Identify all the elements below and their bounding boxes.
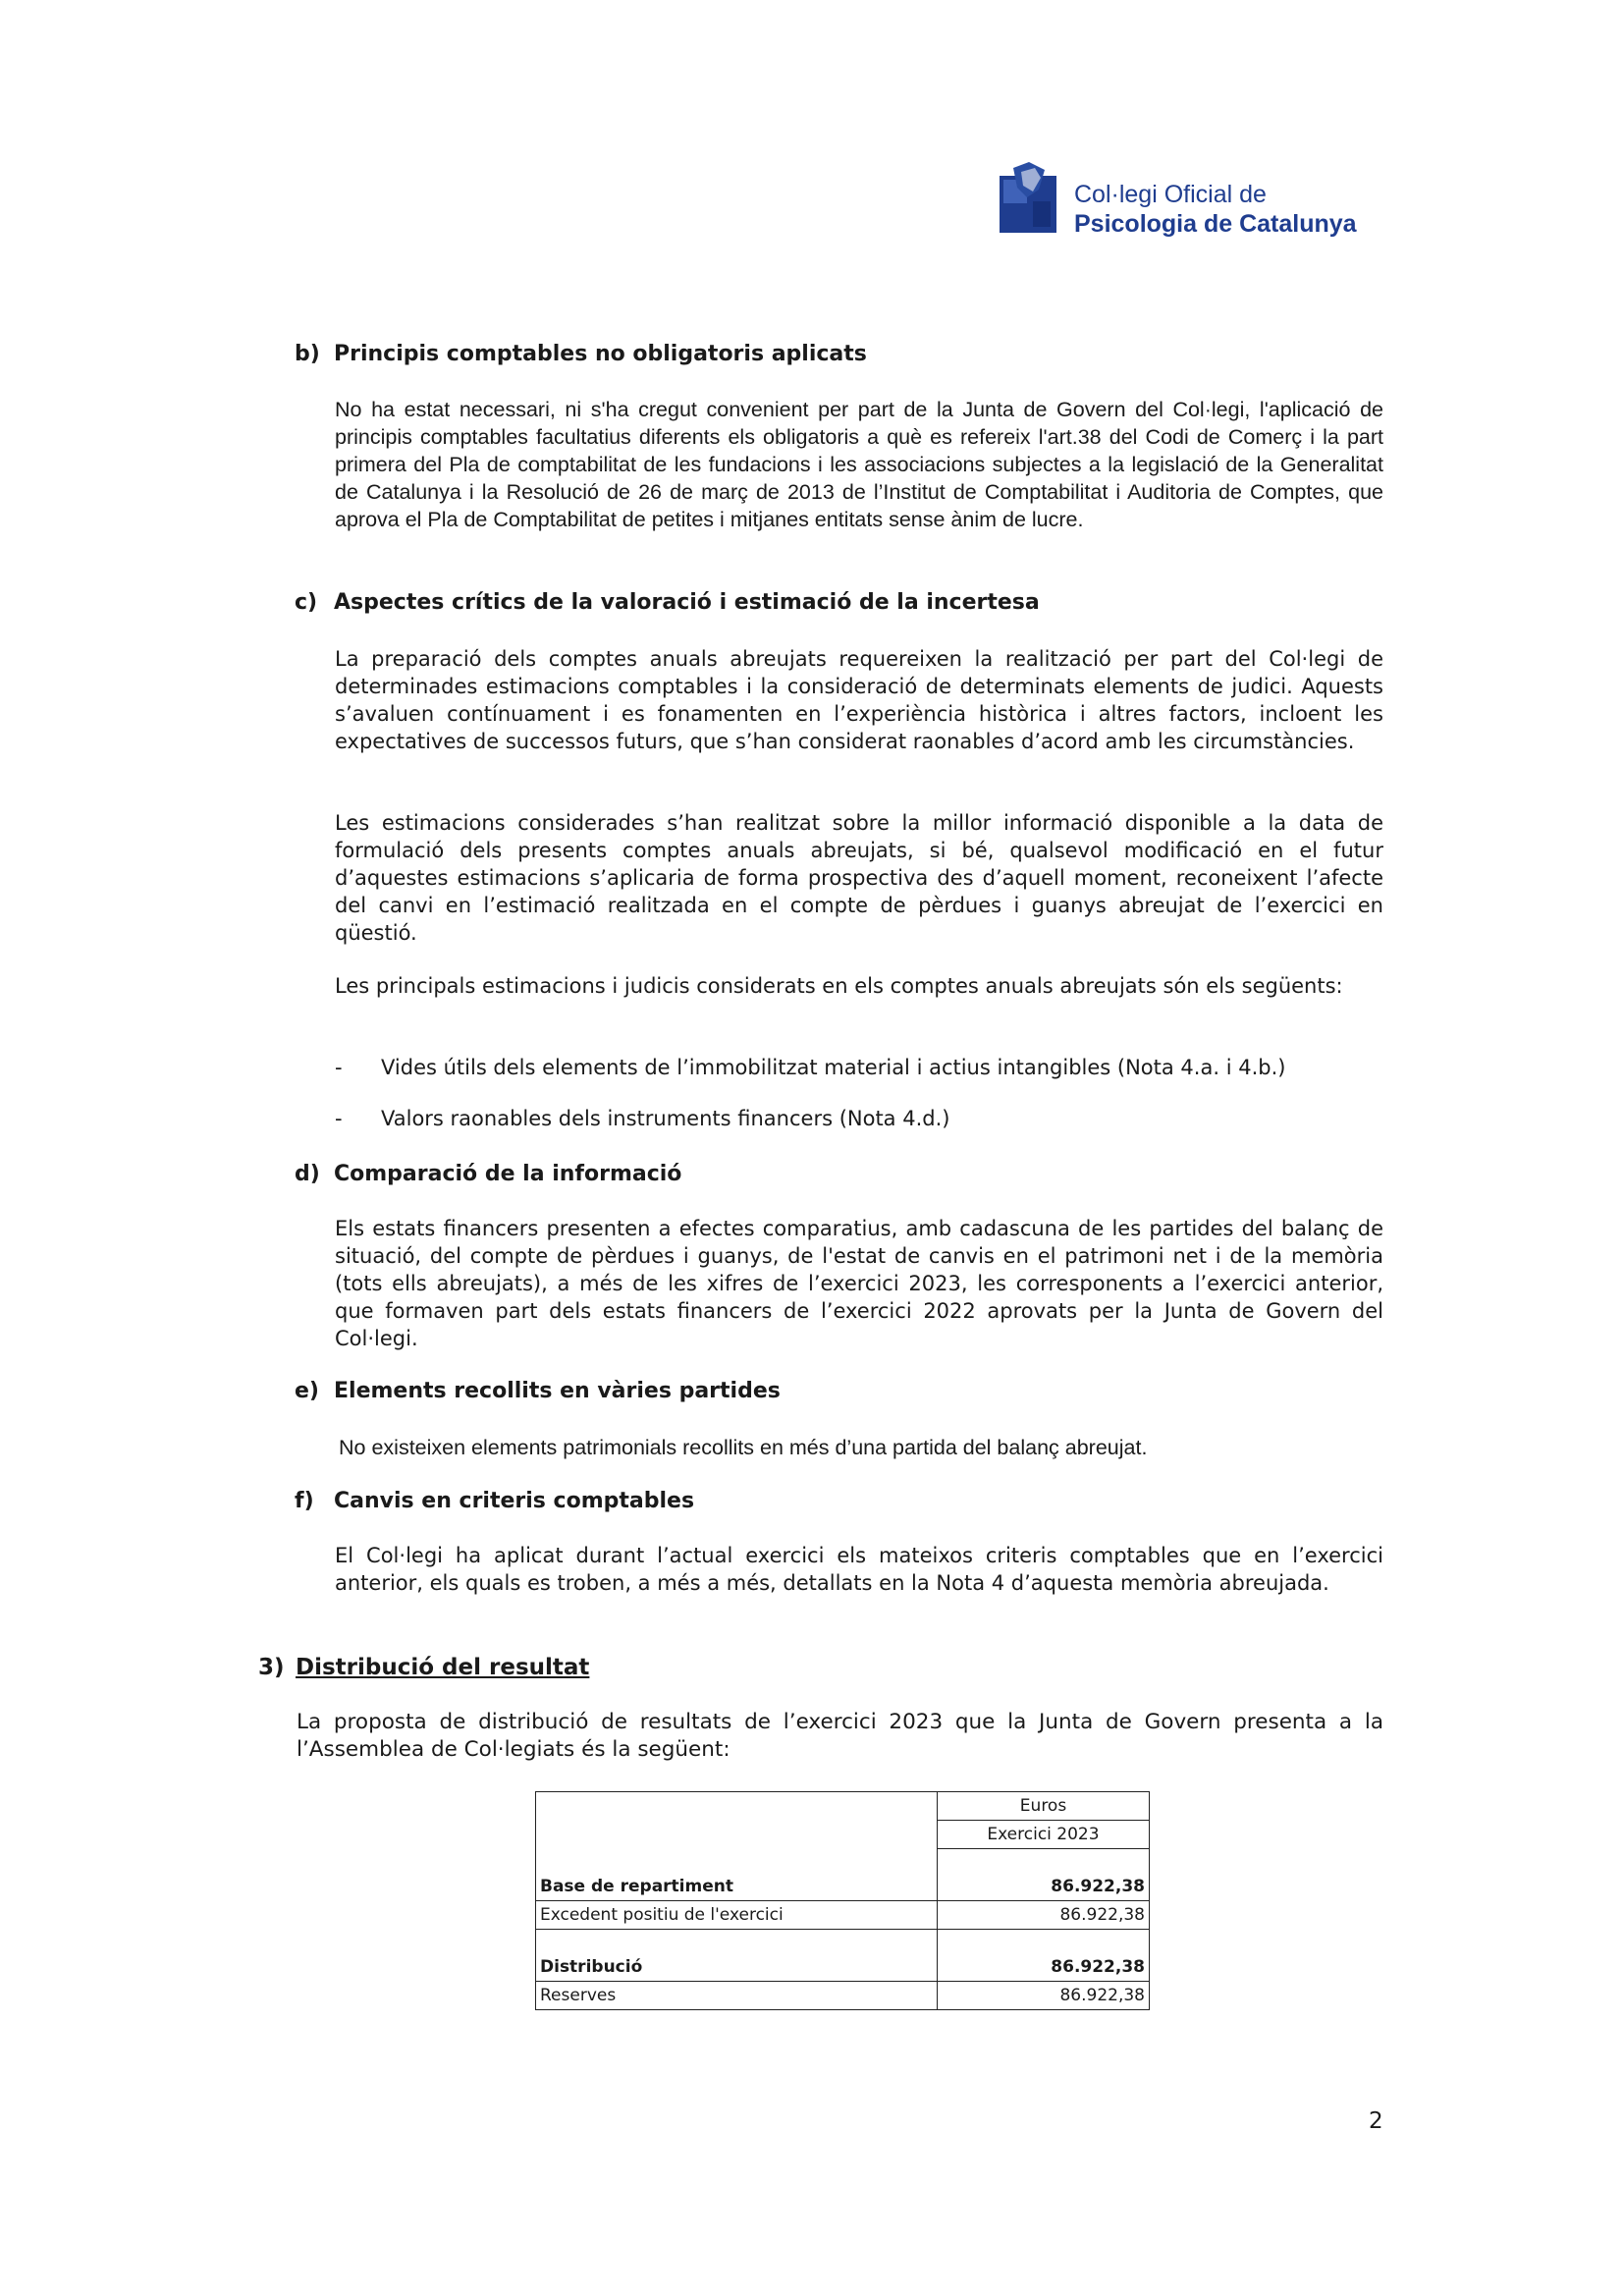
section-3-title: Distribució del resultat: [296, 1655, 590, 1680]
section-d-letter: d): [295, 1162, 320, 1186]
table-spacer-row: [536, 1849, 1150, 1874]
section-e-title: Elements recollits en vàries partides: [334, 1379, 781, 1403]
distribution-table: [535, 1791, 1150, 2010]
section-f-title: Canvis en criteris comptables: [334, 1489, 695, 1513]
table-cell-value: 86.922,38: [938, 1901, 1150, 1930]
table-cell-label: Excedent positiu de l'exercici: [536, 1901, 938, 1930]
bullet-dash: -: [335, 1056, 343, 1079]
table-header-row: [536, 1792, 1150, 1821]
section-e-letter: e): [295, 1379, 319, 1403]
section-c-title: Aspectes crítics de la valoració i estimació de la incertesa: [334, 590, 1040, 615]
bullet-item: [335, 1105, 949, 1132]
table-row: [536, 1901, 1150, 1930]
logo-text: [1074, 180, 1357, 239]
table-header-currency: Euros: [938, 1792, 1150, 1821]
section-c-paragraph-2: Les estimacions considerades s’han realitzat sobre la millor informació disponible a la data de formulació dels presents comptes anuals abreujats, si bé, qualsevol modificació en el futur d’aquestes estimacions s’aplicaria de forma prospectiva des d’aquell moment, reconeixent l’afecte del canvi en l’estimació realitzada en el compte de pèrdues i guanys abreujat de l’exercici en qüestió.: [335, 811, 1383, 945]
section-c-heading: [295, 590, 1040, 615]
page-number: 2: [1369, 2108, 1383, 2134]
table-row: [536, 1873, 1150, 1901]
section-c-paragraph-3: Les principals estimacions i judicis considerats en els comptes anuals abreujats són els següents:: [335, 974, 1343, 998]
table-cell-value: 86.922,38: [938, 1873, 1150, 1901]
table-header-year: Exercici 2023: [938, 1821, 1150, 1849]
section-d-title: Comparació de la informació: [334, 1162, 682, 1186]
table-row: [536, 1982, 1150, 2010]
bullet-text: Valors raonables dels instruments financers (Nota 4.d.): [381, 1107, 950, 1130]
section-c-paragraph-1: La preparació dels comptes anuals abreujats requereixen la realització per part del Col·legi de determinades estimacions comptables i la consideració de determinats elements de judici. Aquests s’avaluen contínuament i es fonamenten en l’experiència històrica i altres factors, incloent les expectatives de successos futurs, que s’han considerat raonables d’acord amb les circumstàncies.: [335, 647, 1383, 753]
table-cell-label: Reserves: [536, 1982, 938, 2010]
section-b-title: Principis comptables no obligatoris aplicats: [334, 342, 867, 366]
table-cell-value: 86.922,38: [938, 1953, 1150, 1982]
table-row: [536, 1953, 1150, 1982]
table-cell-label: Base de repartiment: [536, 1873, 938, 1901]
section-d-text: Els estats financers presenten a efectes comparatius, amb cadascuna de les partides del balanç de situació, del compte de pèrdues i guanys, de l'estat de canvis en el patrimoni net i de la memòria (tots ells abreujats), a més de les xifres de l’exercici 2023, les corresponents a l’exercici anterior, que formaven part dels estats financers de l’exercici 2022 aprovats per la Junta de Govern del Col·legi.: [335, 1217, 1383, 1350]
table-header-blank: [536, 1792, 938, 1849]
bullet-dash: -: [335, 1107, 343, 1130]
section-b-letter: b): [295, 342, 320, 366]
table-cell-label: Distribució: [536, 1953, 938, 1982]
section-f-text: El Col·legi ha aplicat durant l’actual exercici els mateixos criteris comptables que en l’exercici anterior, els quals es troben, a més a més, detallats en la Nota 4 d’aquesta memòria abreujada.: [335, 1544, 1383, 1595]
section-b-text: No ha estat necessari, ni s'ha cregut convenient per part de la Junta de Govern del Col·legi, l'aplicació de principis comptables facultatius diferents els obligatoris a què es refereix l'art.38 del Codi de Comerç i la part primera del Pla de comptabilitat de les fundacions i les associacions subjectes a la legislació de la Generalitat de Catalunya i la Resolució de 26 de març de 2013 de l’Institut de Comptabilitat i Auditoria de Comptes, que aprova el Pla de Comptabilitat de petites i mitjanes entitats sense ànim de lucre.: [335, 398, 1383, 531]
section-e-heading: [295, 1379, 781, 1403]
section-3-heading: [258, 1655, 589, 1680]
bullet-text: Vides útils dels elements de l’immobilitzat material i actius intangibles (Nota 4.a. i 4.b.): [381, 1056, 1286, 1079]
header-logo: [1000, 162, 1392, 241]
table-cell-value: 86.922,38: [938, 1982, 1150, 2010]
logo-line-1: Col·legi Oficial de: [1074, 181, 1267, 208]
section-3-number: 3): [258, 1655, 285, 1680]
bullet-item: [335, 1054, 1285, 1081]
logo-line-2: Psicologia de Catalunya: [1074, 210, 1357, 238]
section-f-heading: [295, 1489, 694, 1513]
section-f-letter: f): [295, 1489, 314, 1513]
section-b-heading: [295, 342, 867, 366]
cop-logo-icon: [1000, 162, 1060, 233]
section-c-letter: c): [295, 590, 318, 615]
table-spacer-row: [536, 1930, 1150, 1954]
section-3-text: La proposta de distribució de resultats de l’exercici 2023 que la Junta de Govern presenta a la l’Assemblea de Col·legiats és la següent:: [297, 1710, 1383, 1762]
section-e-text: No existeixen elements patrimonials recollits en més d’una partida del balanç abreujat.: [339, 1436, 1148, 1459]
section-d-heading: [295, 1162, 681, 1186]
